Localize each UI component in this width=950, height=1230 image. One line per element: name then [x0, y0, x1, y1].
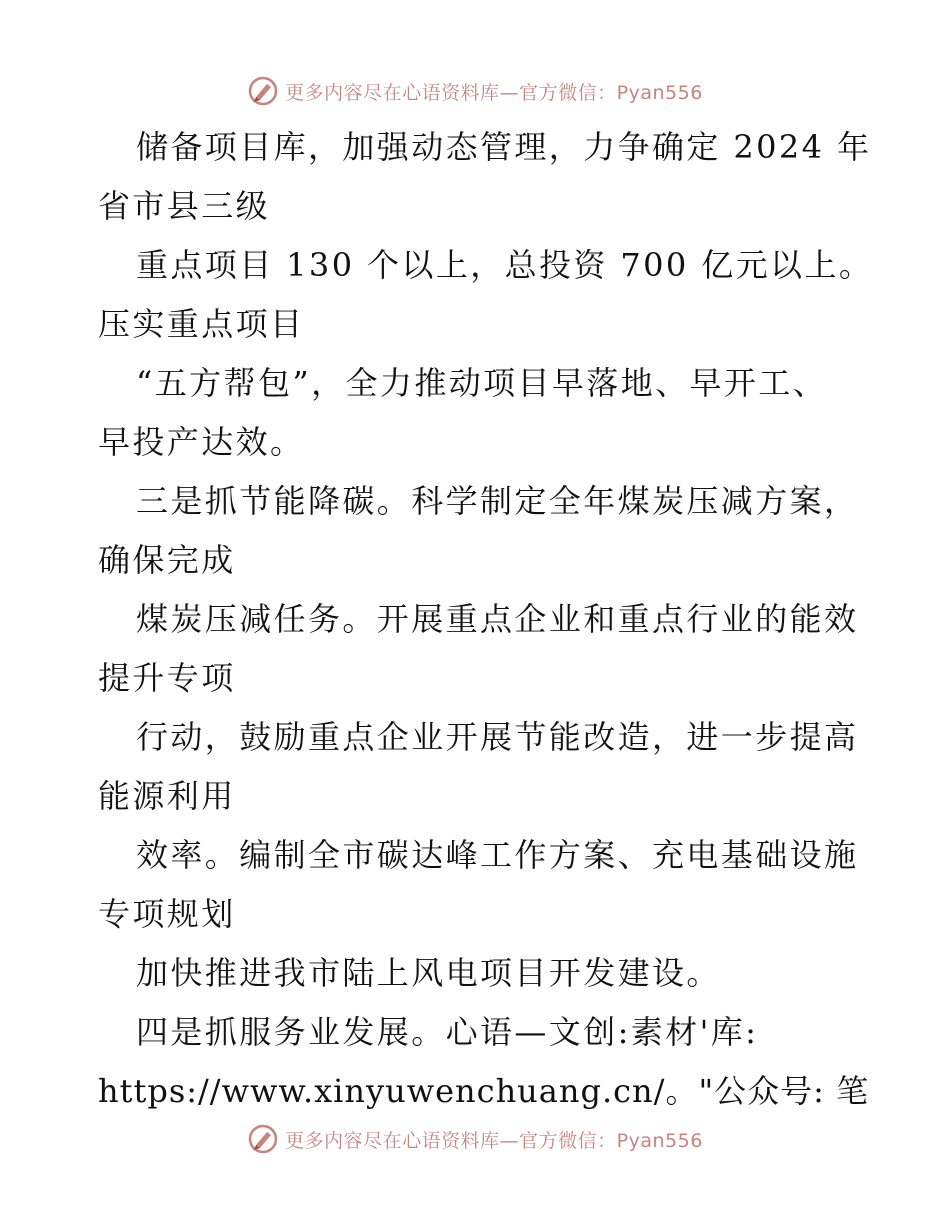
- website-link-text: https://www.xinyuwenchuang.cn/。"公众号: 笔: [98, 1072, 870, 1110]
- header-watermark-text: 更多内容尽在心语资料库—官方微信：Pyan556: [285, 81, 703, 104]
- text-line: “五方帮包”，全力推动项目早落地、早开工、: [136, 364, 828, 402]
- text-line: 确保完成: [98, 541, 236, 579]
- footer-watermark-text: 更多内容尽在心语资料库—官方微信：Pyan556: [285, 1129, 703, 1152]
- page-footer-watermark: [0, 1122, 950, 1156]
- text-line: 压实重点项目: [98, 305, 305, 343]
- text-line: 能源利用: [98, 777, 236, 815]
- text-line: 重点项目 130 个以上，总投资 700 亿元以上。: [136, 246, 874, 284]
- text-line: 储备项目库，加强动态管理，力争确定 2024 年: [136, 128, 872, 166]
- pen-logo-icon: [247, 1123, 279, 1155]
- text-line: 行动，鼓励重点企业开展节能改造，进一步提高: [136, 718, 859, 756]
- text-line: 专项规划: [98, 895, 236, 933]
- text-line: 煤炭压减任务。开展重点企业和重点行业的能效: [136, 600, 859, 638]
- page-header-watermark: [0, 74, 950, 108]
- text-line: 省市县三级: [98, 187, 271, 225]
- document-body: [98, 118, 874, 1121]
- pen-logo-icon: [247, 75, 279, 107]
- text-line: 早投产达效。: [98, 423, 305, 461]
- text-line: 效率。编制全市碳达峰工作方案、充电基础设施: [136, 836, 859, 874]
- text-line: 三是抓节能降碳。科学制定全年煤炭压减方案，: [136, 482, 859, 520]
- text-line: 提升专项: [98, 659, 236, 697]
- text-line: 四是抓服务业发展。心语—文创:素材'库:: [136, 1013, 759, 1051]
- text-line: 加快推进我市陆上风电项目开发建设。: [136, 954, 721, 992]
